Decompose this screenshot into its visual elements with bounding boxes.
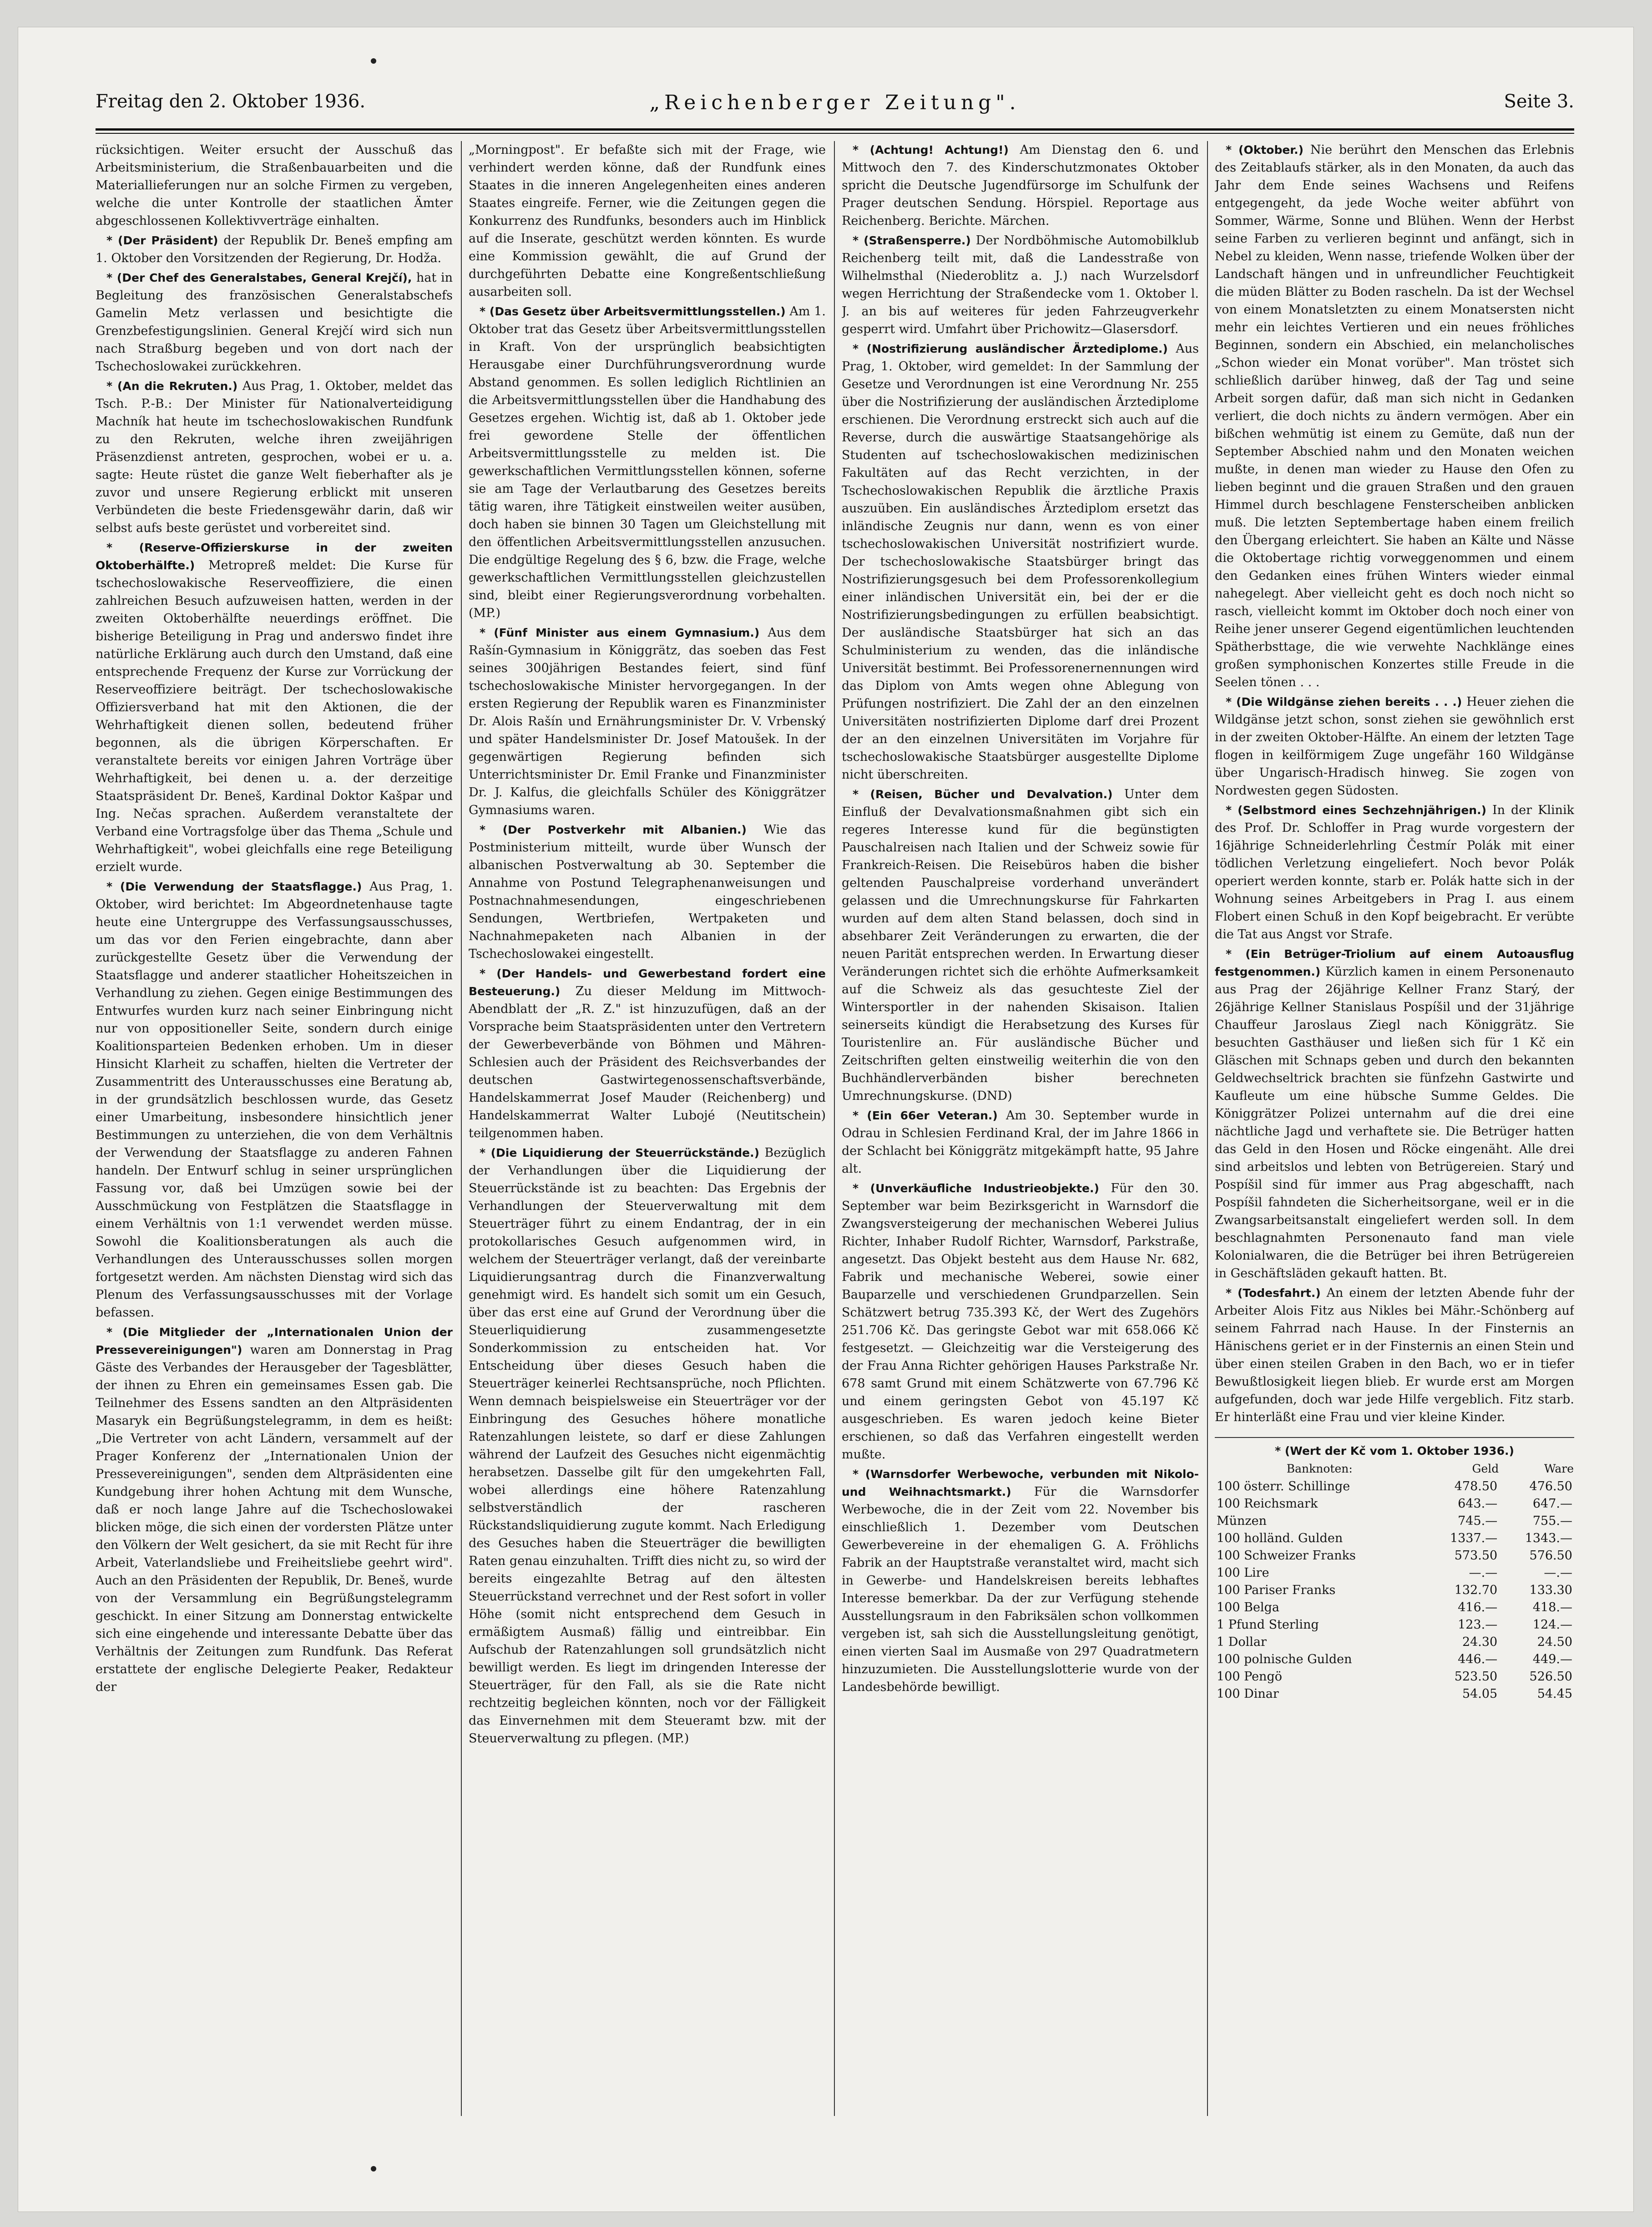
article-paragraph xyxy=(842,340,1199,784)
column-divider xyxy=(461,141,462,2116)
newspaper-title: „Reichenberger Zeitung". xyxy=(649,91,1021,114)
rate-sell: 1343.— xyxy=(1525,1531,1572,1545)
currency-name: 1 Dollar xyxy=(1217,1635,1267,1649)
rates-row xyxy=(1215,1668,1574,1685)
rates-row xyxy=(1215,1495,1574,1513)
currency-name: 100 Lire xyxy=(1217,1566,1269,1580)
header-rule-thin xyxy=(96,133,1574,134)
article-paragraph xyxy=(96,878,453,1321)
article-text: Aus Prag, 1. Oktober, meldet das Tsch. P.-B.: Der Minister für Nationalverteidigung Machník hat heute im tschechoslowakischen Rundfunk zu den Rekruten, welche ihren zweijährigen Präsenzdienst antreten, gesprochen, wobei er u. a. sagte: Heute rüstet die ganze Welt fieberhafter als je zuvor und unsere Regierung erblickt mit unseren Verbündeten die beste Friedensgewähr darin, daß wir selbst aufs beste gerüstet und vorbereitet sind. xyxy=(96,379,453,535)
article-text: An einem der letzten Abende fuhr der Arbeiter Alois Fitz aus Nikles bei Mähr.-Schönberg auf seinem Fahrrad nach Hause. In der Finsternis an Hänischens geriet er in der Finsternis an einen Stein und über einen steilen Graben in den Bach, wo er in tiefer Bewußtlosigkeit liegen blieb. Er wurde erst am Morgen aufgefunden, doch war jede Hilfe vergeblich. Fitz starb. Er hinterläßt eine Frau und vier kleine Kinder. xyxy=(1215,1286,1574,1424)
column-3 xyxy=(842,141,1199,2116)
article-headline: * (Unverkäufliche Industrieobjekte.) xyxy=(853,1182,1099,1195)
currency-name: 100 Pengö xyxy=(1217,1670,1282,1684)
article-text: waren am Donnerstag in Prag Gäste des Verbandes der Herausgeber der Tagesblätter, der ihnen zu Ehren ein gemeinsames Essen gab. Die Teilnehmer des Essens sandten an den Altpräsidenten Masaryk ein Begrüßungstelegramm, in dem es heißt: „Die Vertreter von acht Ländern, versammelt auf der Prager Konferenz der „Internationalen Union der Pressevereinigungen", senden dem Altpräsidenten eine Kundgebung ihrer hohen Achtung mit dem Wunsche, daß er noch lange Jahre auf die Tschechoslowakei blicken möge, die sich einen der vordersten Plätze unter den Völkern der Welt gesichert, da sie mit Recht für ihre Arbeit, Vaterlandsliebe und Freiheitsliebe geehrt wird". Auch an den Präsidenten der Republik, Dr. Beneš, wurde von der Versammlung ein Begrüßungstelegramm geschickt. In einer Sitzung am Donnerstag entwickelte sich eine eingehende und interessante Debatte über das Verhältnis der Zeitungen zum Rundfunk. Das Referat erstattete der englische Delegierte Peaker, Redakteur der xyxy=(96,1343,453,1694)
rate-buy: 123.— xyxy=(1458,1618,1498,1632)
article-text: Aus dem Rašín-Gymnasium in Königgrätz, das soeben das Fest seines 300jährigen Bestandes feiert, sind fünf tschechoslowakische Minister hervorgegangen. In der ersten Regierung der Republik waren es Finanzminister Dr. Alois Rašín und Ernährungsminister Dr. V. Vrbenský und später Handelsminister Dr. Josef Matoušek. In der gegenwärtigen Regierung befinden sich Unterrichtsminister Dr. Emil Franke und Finanzminister Dr. J. Kalfus, die gleichfalls Schüler des Königgrätzer Gymnasiums waren. xyxy=(469,626,826,817)
article-paragraph xyxy=(469,821,826,963)
article-paragraph xyxy=(842,1465,1199,1696)
article-text: Wie das Postministerium mitteilt, wurde über Wunsch der albanischen Postverwaltung ab 30. September die Annahme von Postund Telegraphenanweisungen und Postnachnahmesendungen, eingeschriebenen Sendungen, Wertbriefen, Wertpaketen und Nachnahmepaketen nach Albanien in der Tschechoslowakei eingestellt. xyxy=(469,823,826,961)
article-paragraph xyxy=(1215,801,1574,943)
currency-name: 100 holländ. Gulden xyxy=(1217,1531,1343,1545)
column-divider xyxy=(1207,141,1208,2116)
rate-sell: 755.— xyxy=(1532,1514,1572,1528)
rates-header: Geld xyxy=(1472,1462,1499,1475)
currency-name: 100 Pariser Franks xyxy=(1217,1583,1336,1597)
article-headline: * (Ein Betrüger-Triolium auf einem Autoausflug festgenommen.) xyxy=(1215,947,1574,978)
article-text: In der Klinik des Prof. Dr. Schloffer in Prag wurde vorgestern der 16jährige Schneiderlehrling Čestmír Polák mit einer tödlichen Verletzung eingeliefert. Noch bevor Polák operiert werden konnte, starb er. Polák hatte sich in der Wohnung seines Arbeitgebers in Prag I. aus einem Flobert einen Schuß in den Kopf beigebracht. Er verübte die Tat aus Angst vor Strafe. xyxy=(1215,803,1574,941)
rate-sell: 647.— xyxy=(1532,1497,1572,1511)
currency-name: 100 polnische Gulden xyxy=(1217,1652,1352,1666)
article-text: Am Dienstag den 6. und Mittwoch den 7. des Kinderschutzmonates Oktober spricht die Deutsche Jugendfürsorge im Schulfunk der Prager deutschen Sendung. Hörspiel. Reportage aus Reichenberg. Berichte. Märchen. xyxy=(842,143,1199,228)
article-headline: * (Warnsdorfer Werbewoche, verbunden mit Nikolo- und Weihnachtsmarkt.) xyxy=(842,1468,1199,1498)
article-columns xyxy=(96,141,1574,2116)
article-headline: * (Reisen, Bücher und Devalvation.) xyxy=(853,788,1113,801)
article-text: Für die Warnsdorfer Werbewoche, die in der Zeit vom 22. November bis einschließlich 1. Dezember vom Deutschen Gewerbevereine in der ehemaligen G. A. Fröhlichs Fabrik an der Hauptstraße veranstaltet wird, macht sich in Gewerbe- und Handelskreisen bereits lebhaftes Interesse bemerkbar. Da der zur Verfügung stehende Ausstellungsraum in den Fabriksälen schon vollkommen vergeben ist, sah sich die Ausstellungsleitung genötigt, einen vierten Saal im Ausmaße von 297 Quadratmetern hinzuzumieten. Die Ausstellungslotterie wurde von der Landesbehörde bewilligt. xyxy=(842,1485,1199,1694)
rate-buy: 573.50 xyxy=(1454,1549,1498,1563)
rate-sell: 133.30 xyxy=(1529,1583,1572,1597)
article-text: der Republik Dr. Beneš empfing am 1. Oktober den Vorsitzenden der Regierung, Dr. Hodža. xyxy=(96,233,453,265)
article-paragraph xyxy=(842,141,1199,230)
article-paragraph xyxy=(96,232,453,267)
article-text: Heuer ziehen die Wildgänse jetzt schon, sonst ziehen sie gewöhnlich erst in der zweiten Oktober-Hälfte. An einem der letzten Tage flogen in keilförmigem Zuge ungefähr 160 Wildgänse über Ungarisch-Hradisch hinweg. Sie zogen von Nordwesten gegen Südosten. xyxy=(1215,695,1574,798)
rates-row xyxy=(1215,1685,1574,1703)
currency-name: 100 Belga xyxy=(1217,1600,1279,1615)
rates-row xyxy=(1215,1513,1574,1530)
article-paragraph xyxy=(842,232,1199,338)
rate-buy: 478.50 xyxy=(1454,1479,1498,1493)
column-1 xyxy=(96,141,453,2116)
article-headline: * (Die Wildgänse ziehen bereits . . .) xyxy=(1226,695,1462,709)
punch-mark-bottom xyxy=(371,2166,376,2171)
rate-buy: 1337.— xyxy=(1450,1531,1498,1545)
column-divider xyxy=(834,141,835,2116)
article-headline: * (Die Liquidierung der Steuerrückstände.) xyxy=(480,1146,760,1159)
page-number: Seite 3. xyxy=(1504,91,1574,112)
rate-buy: 446.— xyxy=(1458,1652,1498,1666)
rates-row xyxy=(1215,1547,1574,1564)
article-headline: * (Straßensperre.) xyxy=(853,234,971,247)
rate-sell: 476.50 xyxy=(1529,1479,1572,1493)
article-headline: * (Nostrifizierung ausländischer Ärztediplome.) xyxy=(853,342,1168,355)
article-text: Unter dem Einfluß der Devalvationsmaßnahmen gibt sich ein regeres Interesse kund für die begünstigten Pauschalreisen nach Italien und der Schweiz sowie für Frankreich-Reisen. Die Reisebüros haben die bisher geltenden Pauschalpreise vorderhand unverändert gelassen und die Umrechnungskurse für Fahrkarten wurden auf dem alten Stand belassen, doch sind in absehbarer Zeit Veränderungen zu erwarten, die der neuen Parität entsprechen werden. In Erwartung dieser Veränderungen richtet sich die erhöhte Aufmerksamkeit auf die Schweiz als das gesuchteste Ziel der Wintersportler in der nahenden Skisaison. Italien seinerseits kündigt die Herabsetzung des Kurses für Touristenlire an. Für ausländische Bücher und Zeitschriften gelten einstweilig weiterhin die von den Buchhändlerverbänden bisher berechneten Umrechnungskurse. (DND) xyxy=(842,787,1199,1103)
article-paragraph xyxy=(96,1323,453,1696)
article-paragraph xyxy=(96,377,453,537)
article-headline: * (An die Rekruten.) xyxy=(106,380,238,393)
article-text: Am 30. September wurde in Odrau in Schlesien Ferdinand Kral, der im Jahre 1866 in der Schlacht bei Königgrätz mitgekämpft hatte, 95 Jahre alt. xyxy=(842,1108,1199,1176)
rates-row xyxy=(1215,1530,1574,1547)
exchange-rates-title: * (Wert der Kč vom 1. Oktober 1936.) xyxy=(1275,1444,1514,1458)
currency-name: 1 Pfund Sterling xyxy=(1217,1618,1319,1632)
header-rule xyxy=(96,128,1574,131)
article-paragraph xyxy=(96,269,453,375)
currency-name: 100 Schweizer Franks xyxy=(1217,1549,1356,1563)
article-headline: * (Die Verwendung der Staatsflagge.) xyxy=(106,880,362,893)
article-text: Für den 30. September war beim Bezirksgericht in Warnsdorf die Zwangsversteigerung der mechanischen Weberei Julius Richter, Inhaber Rudolf Richter, Warnsdorf, Parkstraße, angesetzt. Das Objekt besteht aus dem Hause Nr. 682, Fabrik und mechanische Weberei, sowie einer Bauparzelle und verschiedenen Grundparzellen. Sein Schätzwert betrug 735.393 Kč, der Wert des Zugehörs 251.706 Kč. Das geringste Gebot war mit 658.066 Kč festgesetzt. — Gleichzeitig war die Versteigerung des der Frau Anna Richter gehörigen Hauses Parkstraße Nr. 678 samt Grund mit einem Schätzwerte von 67.796 Kč und einem geringsten Gebot von 45.197 Kč ausgeschrieben. Es waren jedoch keine Bieter erschienen, so daß das Verfahren eingestellt werden mußte. xyxy=(842,1181,1199,1462)
rate-buy: 643.— xyxy=(1458,1497,1498,1511)
newspaper-page xyxy=(18,27,1633,2212)
rate-sell: 54.45 xyxy=(1537,1687,1572,1701)
article-paragraph xyxy=(1215,945,1574,1282)
article-headline: * (Der Handels- und Gewerbestand fordert eine Besteuerung.) xyxy=(469,967,826,998)
article-text: Nie berührt den Menschen das Erlebnis des Zeitablaufs stärker, als in den Monaten, da auch das Jahr dem Ende seines Wachsens und Reifens entgegengeht, da jede Woche weiter abführt von Sommer, Wärme, Sonne und Blühen. Wenn der Herbst seine Farben zu verlieren beginnt und anfängt, sich in Nebel zu kleiden, Wenn nasse, triefende Wolken über der Landschaft hängen und in unfreundlicher Feuchtigkeit die müden Blätter zu Boden rascheln. Da ist der Wechsel von einem Monatsletzten zu einem Monatsersten nicht mehr ein leichtes Vertieren und ein neues fröhliches Beginnen, sondern ein Abschied, ein melancholisches „Schon wieder ein Monat vorüber". Man tröstet sich schließlich darüber hinweg, daß der Tag und seine Arbeit sorgen dafür, daß man sich nicht in Gedanken verliert, die doch nichts zu ändern vermögen. Aber ein bißchen wehmütig ist einem zu Gemüte, daß nun der September Abschied nahm und den Monaten weichen mußte, in denen man wieder zu Hause den Ofen zu lieben beginnt und die grauen Straßen und den grauen Himmel durch beschlagene Fensterscheiben anblicken muß. Die letzten Septembertage haben einem freilich den Übergang erleichtert. Sie haben an Kälte und Nässe die Oktobertage richtig vorweggenommen und einem den Gedanken eines frühen Winters wieder einmal nahegelegt. Aber vielleicht geht es doch noch nicht so rasch, vielleicht kommt im Oktober doch noch einer von Reihe jener unserer Gegend eigentümlichen leuchtenden Spätherbsttage, die wie verwehte Nachklänge eines großen symphonischen Konzertes stille Freude in die Seelen tönen . . . xyxy=(1215,143,1574,689)
rates-row xyxy=(1215,1564,1574,1582)
article-headline: * (Selbstmord eines Sechzehnjährigen.) xyxy=(1226,804,1487,817)
column-4 xyxy=(1215,141,1574,2116)
rate-sell: 124.— xyxy=(1532,1618,1572,1632)
article-headline: * (Oktober.) xyxy=(1226,143,1303,157)
article-paragraph xyxy=(96,539,453,876)
article-headline: * (Der Präsident) xyxy=(106,234,218,247)
article-headline: * (Reserve-Offizierskurse in der zweiten Oktoberhälfte.) xyxy=(96,541,453,572)
article-text: Aus Prag, 1. Oktober, wird berichtet: Im Abgeordnetenhause tagte heute eine Untergruppe des Verfassungsausschusses, um das vor den Ferien eingebrachte, dann aber zurückgestellte Gesetz über die Verwendung der Staatsflagge und anderer staatlicher Hoheitszeichen in Verhandlung zu ziehen. Gegen einige Bestimmungen des Entwurfes wurden kurz nach seiner Einbringung nicht nur von oppositioneller Seite, sondern durch einige Koalitionsparteien Bedenken erhoben. Um in dieser Hinsicht Klarheit zu schaffen, hielten die Vertreter der Zusammentritt des Unterausschusses eine Beratung ab, in der grundsätzlich beschlossen wurde, das Gesetz einer Umarbeitung, insbesondere hinsichtlich jener Bestimmungen zu unterziehen, die von dem Verhältnis der Verwendung der Staatsflagge zu anderen Fahnen handeln. Der Entwurf schlug in seiner ursprünglichen Fassung vor, daß bei Umzügen sowie bei der Ausschmückung von Festplätzen die Staatsflagge in einem Verhältnis von 1:1 verwendet werden müsse. Sowohl die Koalitionsberatungen als auch die Verhandlungen des Unterausschusses sollen morgen fortgesetzt werden. Am nächsten Dienstag wird sich das Plenum des Verfassungsausschusses mit der Vorlage befassen. xyxy=(96,880,453,1320)
punch-mark-top xyxy=(371,58,376,64)
rate-sell: 418.— xyxy=(1532,1600,1572,1615)
article-text: rücksichtigen. Weiter ersucht der Ausschuß das Arbeitsministerium, die Straßenbauarbeiten und die Materiallieferungen nur an solche Firmen zu vergeben, welche die unter Kontrolle der staatlichen Ämter abgeschlossenen Kollektivverträge einhalten. xyxy=(96,143,453,228)
currency-name: 100 Dinar xyxy=(1217,1687,1279,1701)
column-2 xyxy=(469,141,826,2116)
article-paragraph xyxy=(842,785,1199,1105)
rate-buy: 745.— xyxy=(1458,1514,1498,1528)
article-headline: * (Das Gesetz über Arbeitsvermittlungsstellen.) xyxy=(480,305,786,318)
article-text: „Morningpost". Er befaßte sich mit der Frage, wie verhindert werden könne, daß der Rundfunk eines Staates in die inneren Angelegenheiten eines anderen Staates eingreife. Ferner, wie die Zeitungen gegen die Konkurrenz des Rundfunks, besonders auch im Hinblick auf die Inserate, geschützt werden könnten. Es wurde eine Kommission gewählt, die auf Grund der durchgeführten Debatte eine Kongreßentschließung ausarbeiten soll. xyxy=(469,143,826,299)
article-paragraph xyxy=(1215,141,1574,691)
rates-header: Banknoten: xyxy=(1286,1462,1353,1475)
article-paragraph xyxy=(1215,693,1574,800)
currency-name: 100 Reichsmark xyxy=(1217,1497,1318,1511)
article-text: Zu dieser Meldung im Mittwoch-Abendblatt der „R. Z." ist hinzuzufügen, daß an der Vorsprache beim Staatspräsidenten unter den Vertretern der Gewerbeverbände von Böhmen und Mähren-Schlesien auch der Präsident des Reichsverbandes der deutschen Gastwirtegenossenschaftsverbände, Handelskammerrat Josef Mauder (Reichenberg) und Handelskammerrat Walter Lubojé (Neutitschein) teilgenommen haben. xyxy=(469,984,826,1140)
article-paragraph xyxy=(469,624,826,819)
rates-row xyxy=(1215,1616,1574,1634)
article-text: Bezüglich der Verhandlungen über die Liquidierung der Steuerrückstände ist zu beachten: Das Ergebnis der Verhandlungen der Steuerverwaltung mit dem Steuerträger führt zu einem Endantrag, der in ein protokollarisches Gesuch aufgenommen wird, in welchem der Steuerträger verlangt, daß der vereinbarte Liquidierungsantrag durch die Finanzverwaltung genehmigt wird. Es handelt sich somit um ein Gesuch, über das erst eine auf Grund der Verordnung über die Steuerliquidierung zusammengesetzte Sonderkommission zu entscheiden hat. Vor Entscheidung über dieses Gesuch haben die Steuerträger keinerlei Rechtsansprüche, noch Pflichten. Wenn demnach beispielsweise ein Steuerträger vor der Einbringung des Gesuches höhere monatliche Ratenzahlungen leistete, so darf er diese Zahlungen während der Laufzeit des Gesuches nicht eigenmächtig herabsetzen. Dasselbe gilt für den umgekehrten Fall, wobei allerdings eine höhere Ratenzahlung selbstverständlich der rascheren Rückstandsliquidierung zugute kommt. Nach Erledigung des Gesuches haben die Steuerträger die bewilligten Raten genau einzuhalten. Trifft dies nicht zu, so wird der bereits eingezahlte Betrag auf den ältesten Steuerrückstand verrechnet und der Rest sofort in voller Höhe (somit nicht entsprechend dem Gesuch in ermäßigtem Ausmaß) fällig und eintreibbar. Ein Aufschub der Ratenzahlungen soll grundsätzlich nicht bewilligt werden. Es liegt im dringenden Interesse der Steuerträger, für den Fall, als sie die Rate nicht rechtzeitig begleichen könnten, noch vor der Fälligkeit das Einvernehmen mit dem Steueramt bzw. mit der Steuerverwaltung zu pflegen. (MP.) xyxy=(469,1146,826,1746)
article-text: Metropreß meldet: Die Kurse für tschechoslowakische Reserveoffiziere, die einen zahlreichen Besuch aufzuweisen hatten, werden in der zweiten Oktoberhälfte neuerdings eröffnet. Die bisherige Beteiligung in Prag und anderswo findet ihre natürliche Erklärung auch durch den Umstand, daß eine entsprechende Frequenz der Kurse zur Vorrückung der Reserveoffiziere beiträgt. Der tschechoslowakische Offiziersverband hat mit den Aktionen, die der Wehrhaftigkeit dienen sollen, bedeutend früher begonnen, als die übrigen Körperschaften. Er veranstaltete bereits vor einigen Jahren Vorträge über Wehrhaftigkeit, bei denen u. a. der derzeitige Staatspräsident Dr. Beneš, Kardinal Doktor Kašpar und Ing. Nečas sprachen. Außerdem veranstaltete der Verband eine Vortragsfolge über das Thema „Schule und Wehrhaftigkeit", wobei gleichfalls eine rege Beteiligung erzielt wurde. xyxy=(96,558,453,874)
article-paragraph xyxy=(96,141,453,230)
rates-row xyxy=(1215,1582,1574,1599)
rates-row xyxy=(1215,1478,1574,1495)
rate-buy: —.— xyxy=(1469,1566,1498,1580)
exchange-rates-table xyxy=(1215,1437,1574,1703)
article-headline: * (Der Postverkehr mit Albanien.) xyxy=(480,823,747,836)
rate-sell: 526.50 xyxy=(1529,1670,1572,1684)
article-headline: * (Todesfahrt.) xyxy=(1226,1286,1321,1300)
article-paragraph xyxy=(1215,1284,1574,1426)
currency-name: 100 österr. Schillinge xyxy=(1217,1479,1350,1493)
article-headline: * (Fünf Minister aus einem Gymnasium.) xyxy=(480,626,760,639)
rates-row xyxy=(1215,1599,1574,1616)
rate-buy: 416.— xyxy=(1458,1600,1498,1615)
article-paragraph xyxy=(469,965,826,1142)
article-text: Der Nordböhmische Automobilklub Reichenberg teilt mit, daß die Landesstraße von Wilhelmsthal (Niederoblitz a. J.) nach Wurzelsdorf wegen Herrichtung der Straßendecke vom 1. Oktober l. J. an bis auf weiteres für jeden Fahrzeugverkehr gesperrt wird. Umfahrt über Prichowitz—Glasersdorf. xyxy=(842,233,1199,336)
article-paragraph xyxy=(842,1179,1199,1463)
article-text: Am 1. Oktober trat das Gesetz über Arbeitsvermittlungsstellen in Kraft. Von der ursprünglich beabsichtigten Herausgabe einer Durchführungsverordnung wurde Abstand genommen. Es sollen lediglich Richtlinien an die Arbeitsvermittlungsstellen über die Handhabung des Gesetzes ergehen. Wichtig ist, daß ab 1. Oktober jede frei gewordene Stelle der öffentlichen Arbeitsvermittlungsstelle zu melden ist. Die gewerkschaftlichen Vermittlungsstellen können, soferne sie am Tage der Verlautbarung des Gesetzes bereits tätig waren, ihre Tätigkeit einstweilen weiter ausüben, doch haben sie binnen 30 Tagen um Gleichstellung mit den öffentlichen Arbeitsvermittlungsstellen anzusuchen. Die endgültige Regelung des § 6, bzw. die Frage, welche gewerkschaftlichen Vermittlungsstellen gleichzustellen sind, bleibt einer Regierungsverordnung vorbehalten. (MP.) xyxy=(469,304,826,620)
article-paragraph xyxy=(469,1144,826,1747)
rates-row xyxy=(1215,1651,1574,1668)
rate-buy: 54.05 xyxy=(1462,1687,1498,1701)
article-text: hat in Begleitung des französischen Generalstabschefs Gamelin Metz verlassen und besichtigte die Grenzbefestigungslinien. General Krejčí wird sich nun nach Straßburg begeben und von dort nach der Tschechoslowakei zurückkehren. xyxy=(96,271,453,374)
article-paragraph xyxy=(469,141,826,301)
rate-sell: 449.— xyxy=(1532,1652,1572,1666)
article-headline: * (Ein 66er Veteran.) xyxy=(853,1109,998,1122)
article-text: Kürzlich kamen in einem Personenauto aus Prag der 26jährige Kellner Franz Starý, der 26jährige Kellner Stanislaus Pospíšil und der 31jährige Chauffeur Jaroslaus Ziegl nach Königgrätz. Sie besuchten Gasthäuser und ließen sich für 1 Kč ein Gläschen mit Schnaps geben und durch den bekannten Geldwechseltrick brachten sie fünfzehn Gastwirte und Kaufleute um eine hübsche Summe Geldes. Die Königgrätzer Polizei unternahm auf die drei eine nächtliche Jagd und verhaftete sie. Die Betrüger hatten das Geld in den Hosen und Röcke eingenäht. Alle drei sind arbeitslos und lebten von Betrügereien. Starý und Pospíšil sind für immer aus Prag abgeschafft, nach Pospíšil fahndeten die Sicherheitsorgane, weil er in die Zwangsarbeitsanstalt eingeliefert werden soll. In dem beschlagnahmten Personenauto fand man viele Kolonialwaren, die die Betrüger bei ihren Betrügereien in Geschäftsläden gekauft hatten. Bt. xyxy=(1215,965,1574,1281)
article-paragraph xyxy=(469,303,826,622)
rates-header: Ware xyxy=(1544,1462,1574,1475)
rate-sell: 576.50 xyxy=(1529,1549,1572,1563)
rate-buy: 24.30 xyxy=(1462,1635,1498,1649)
rate-buy: 132.70 xyxy=(1454,1583,1498,1597)
rate-buy: 523.50 xyxy=(1454,1670,1498,1684)
rate-sell: 24.50 xyxy=(1537,1635,1572,1649)
article-headline: * (Die Mitglieder der „Internationalen Union der Pressevereinigungen") xyxy=(96,1326,453,1356)
article-headline: * (Der Chef des Generalstabes, General Krejčí), xyxy=(106,271,412,284)
article-paragraph xyxy=(842,1107,1199,1178)
currency-name: Münzen xyxy=(1217,1514,1267,1528)
article-headline: * (Achtung! Achtung!) xyxy=(853,143,1009,157)
rate-sell: —.— xyxy=(1544,1566,1572,1580)
issue-date: Freitag den 2. Oktober 1936. xyxy=(96,91,366,112)
page-header xyxy=(96,91,1574,127)
article-text: Aus Prag, 1. Oktober, wird gemeldet: In der Sammlung der Gesetze und Verordnungen ist eine Verordnung Nr. 255 über die Nostrifizierung der ausländischen Ärztediplome erschienen. Die Verordnung erstreckt sich auch auf die Reverse, durch die auswärtige Staatsangehörige als Studenten auf tschechoslowakischen medizinischen Fakultäten auf das Recht verzichten, in der Tschechoslowakischen Republik die ärztliche Praxis auszuüben. Ein ausländisches Ärztediplom ersetzt das inländische Zeugnis nur dann, wenn es von einer tschechoslowakischen Universität nostrifiziert wurde. Der tschechoslowakische Staatsbürger bringt das Nostrifizierungsgesuch bei dem Professorenkollegium einer inländischen Universität ein, bei der er die Nostrifizierungsbedingungen zu erfüllen beabsichtigt. Der ausländische Staatsbürger hat sich an das Schulministerium zu wenden, das die inländische Universität bestimmt. Bei Professorenernennungen wird das Diplom von Amts wegen ohne Ablegung von Prüfungen nostrifiziert. Die Zahl der an den einzelnen Universitäten nostrifizierten Diplome darf drei Prozent der an den einzelnen Universitäten im Vorjahre für tschechoslowakische Staatsbürger ausgestellte Diplome nicht überschreiten. xyxy=(842,342,1199,782)
rates-row xyxy=(1215,1634,1574,1651)
